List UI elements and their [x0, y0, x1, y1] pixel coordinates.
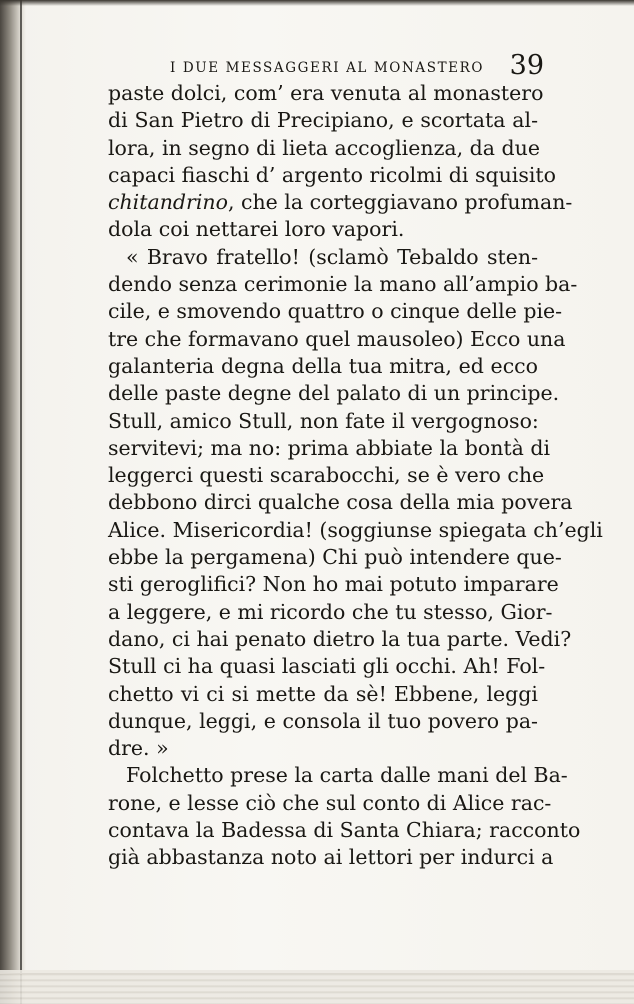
text-line-19: sti geroglifici? Non ho mai potuto imparare	[108, 572, 559, 597]
text-line-11: galanteria degna della tua mitra, ed ecco	[108, 353, 538, 378]
text-line-15: leggerci questi scarabocchi, se è vero che	[108, 463, 545, 488]
text-line-18: ebbe la pergamena) Chi può intendere que-	[108, 545, 562, 570]
text-line-5	[108, 189, 573, 216]
text-line-9: cile, e smovendo quattro o cinque delle pie-	[108, 299, 563, 324]
text-line-27: rone, e lesse ciò che sul conto di Alice rac-	[108, 790, 552, 815]
text-line-4: capaci fiaschi d’ argento ricolmi di squisito	[108, 162, 557, 187]
text-line-29: già abbastanza noto ai lettori per indurci a	[108, 845, 554, 870]
text-line-10: tre che formavano quel mausoleo) Ecco una	[108, 326, 566, 351]
running-title: I DUE MESSAGGERI AL MONASTERO	[170, 60, 485, 76]
text-line-28: contava la Badessa di Santa Chiara; racconto	[108, 818, 581, 843]
text-line-24: dunque, leggi, e consola il tuo povero pa-	[108, 708, 538, 733]
text-line-7: « Bravo fratello! (sclamò Tebaldo sten-	[126, 244, 538, 269]
text-line-3: lora, in segno di lieta accoglienza, da due	[108, 135, 540, 160]
page-number: 39	[509, 50, 544, 81]
text-line-2: di San Pietro di Precipiano, e scortata al-	[108, 108, 538, 133]
body-text	[108, 80, 603, 872]
text-line-6: dola coi nettarei loro vapori.	[108, 217, 405, 242]
page-top-edge	[0, 0, 634, 6]
text-line-8: dendo senza cerimonie la mano all’ampio ba-	[108, 272, 578, 297]
page-bottom-edge	[0, 970, 634, 1004]
text-line-16: debbono dirci qualche cosa della mia povera	[108, 490, 573, 515]
text-line-17: Alice. Misericordia! (soggiunse spiegata ch’egli	[108, 517, 603, 542]
text-line-14: servitevi; ma no: prima abbiate la bontà di	[108, 435, 551, 460]
text-line-1: paste dolci, com’ era venuta al monastero	[108, 81, 544, 105]
page-gutter-shadow	[0, 0, 26, 1004]
text-line-23: chetto vi ci si mette da sè! Ebbene, leggi	[108, 681, 538, 706]
text-line-5-rest: , che la corteggiavano profuman-	[227, 190, 573, 215]
text-line-12: delle paste degne del palato di un principe.	[108, 381, 560, 406]
italic-word: chitandrino	[108, 190, 228, 215]
text-line-20: a leggere, e mi ricordo che tu stesso, Gior-	[108, 599, 553, 624]
page-binding-edge	[20, 0, 22, 1004]
text-line-25: dre. »	[108, 736, 169, 761]
text-line-13: Stull, amico Stull, non fate il vergognoso:	[108, 408, 539, 433]
text-line-26: Folchetto prese la carta dalle mani del Ba-	[126, 763, 568, 788]
page-header	[108, 48, 548, 82]
text-line-22: Stull ci ha quasi lasciati gli occhi. Ah! Fol-	[108, 654, 546, 679]
text-line-21: dano, ci hai penato dietro la tua parte. Vedi?	[108, 626, 572, 651]
